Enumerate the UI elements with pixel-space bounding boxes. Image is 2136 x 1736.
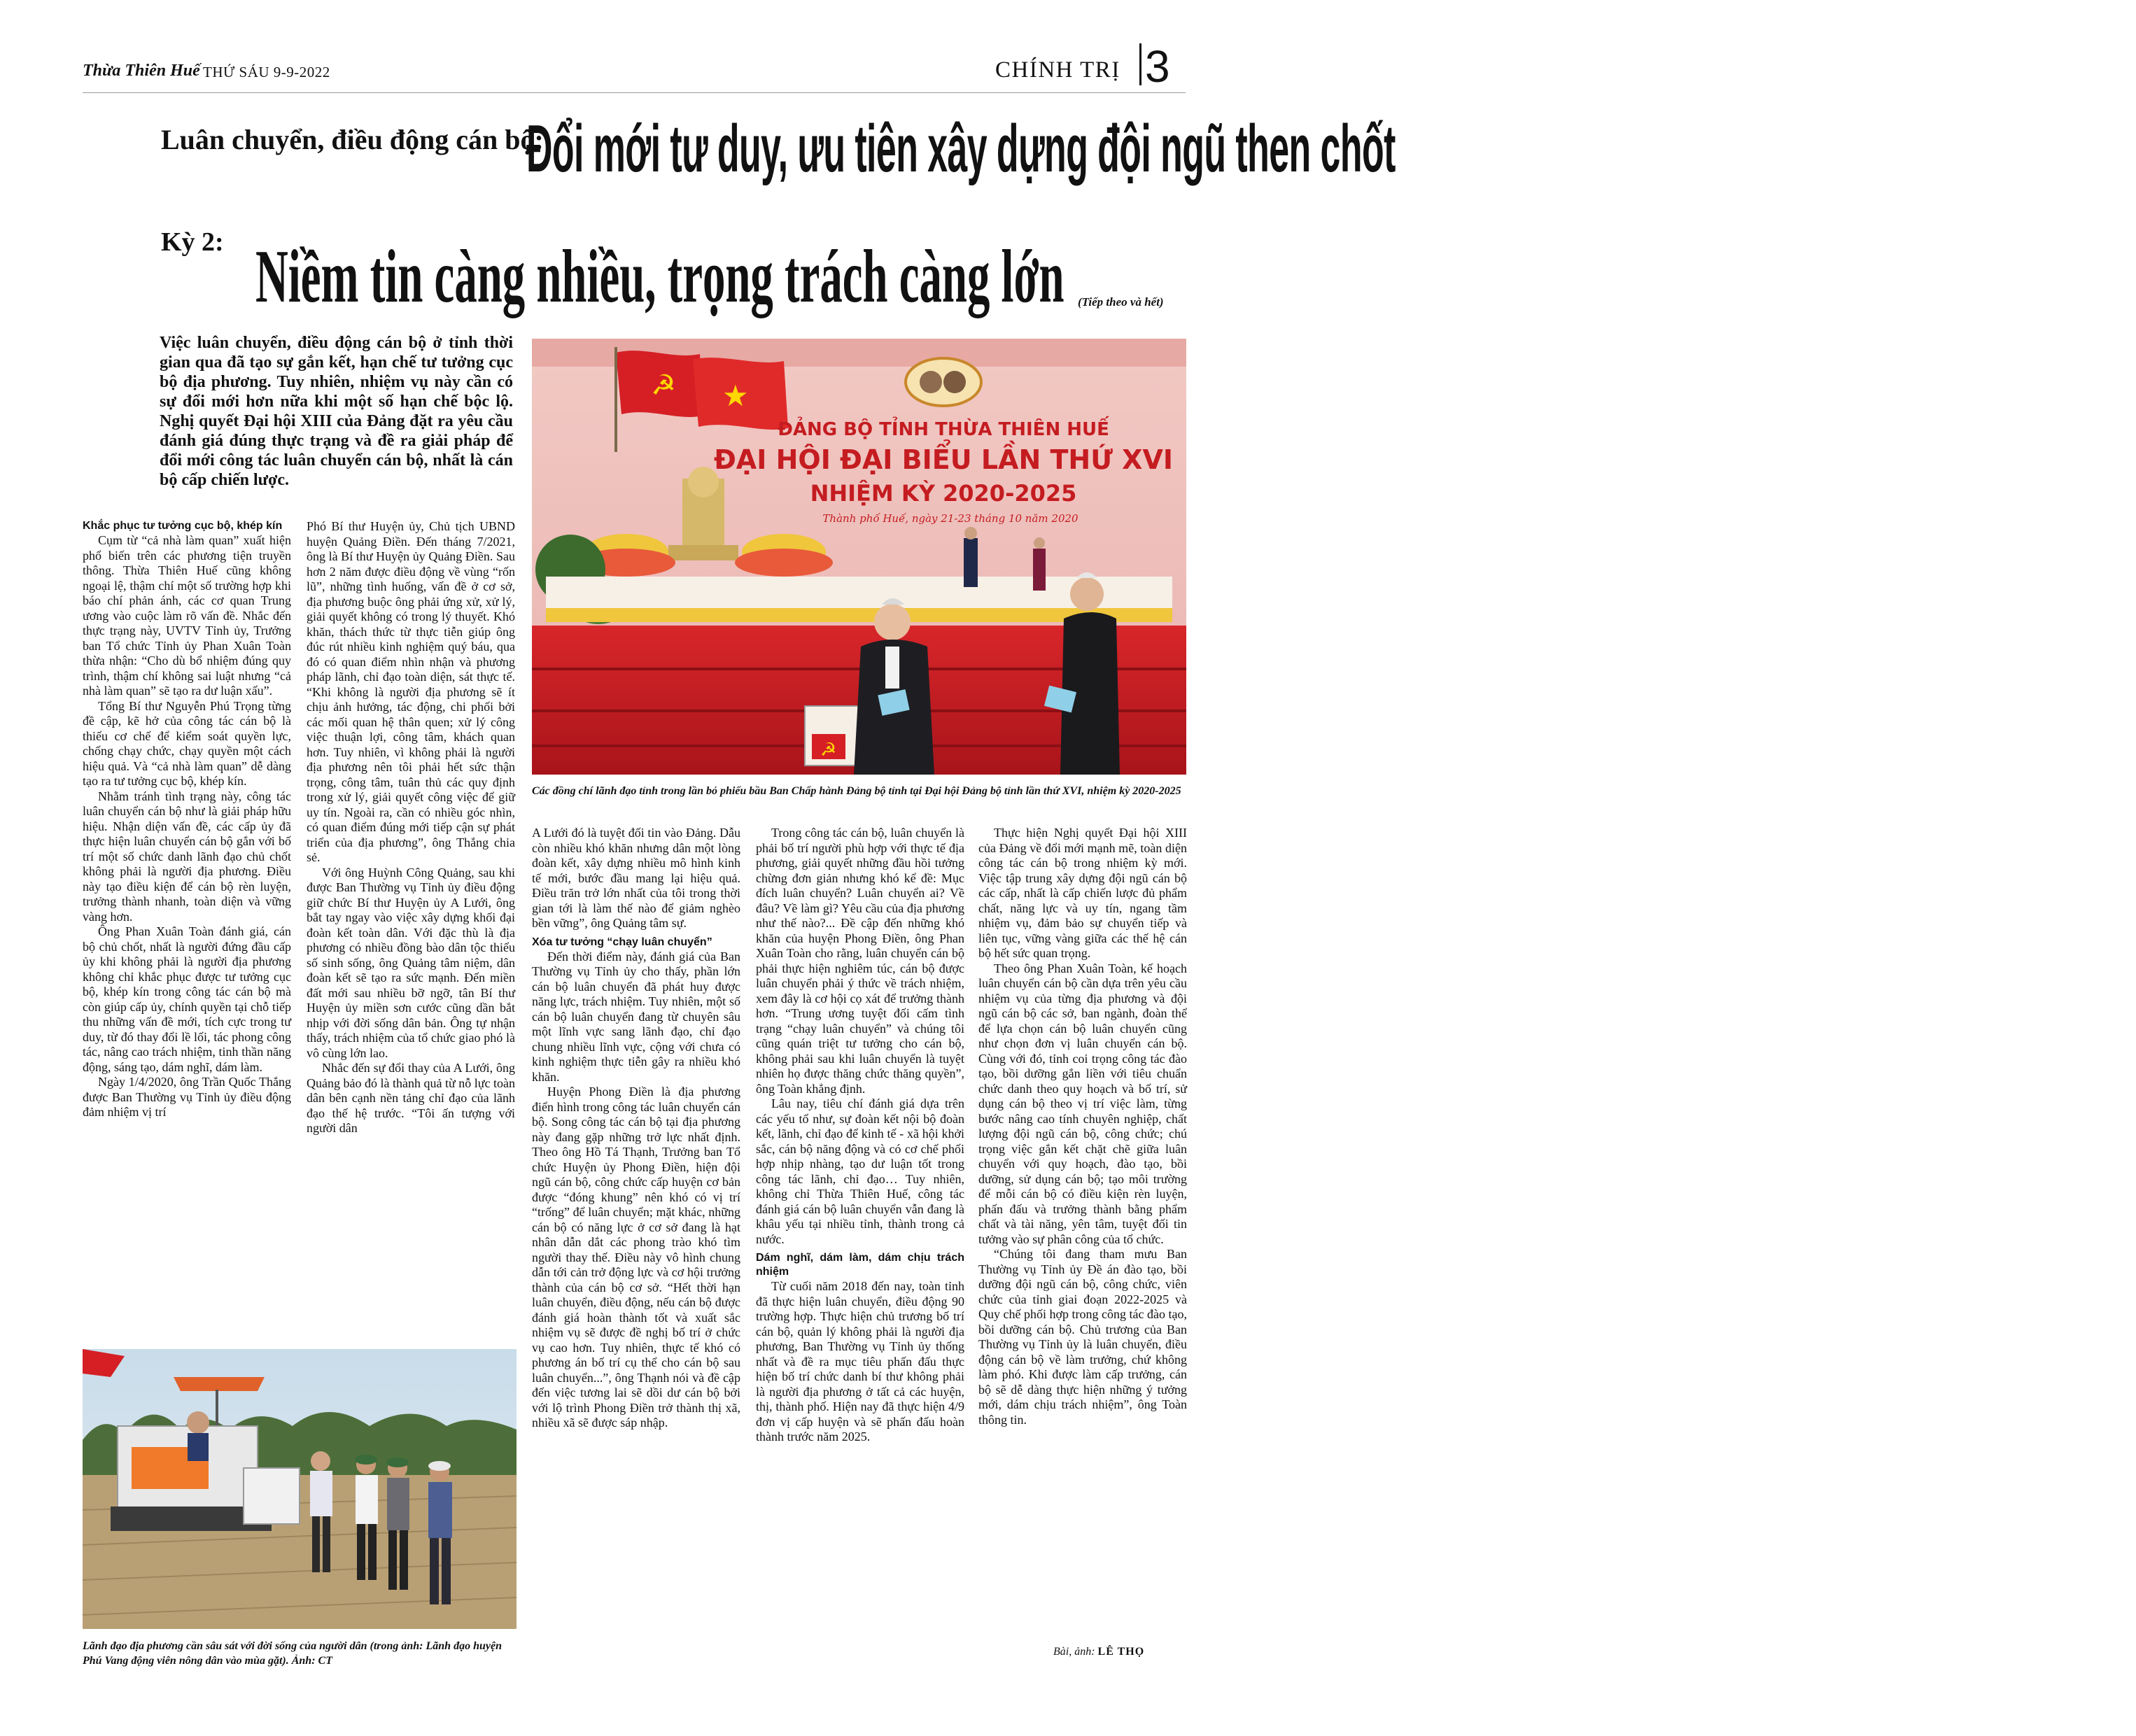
series-title [526, 111, 1396, 214]
paragraph: Phó Bí thư Huyện ủy, Chủ tịch UBND huyện Quảng Điền. Đến tháng 7/2021, ông là Bí thư Huyện ủy Quảng Điền. Sau hơn 2 năm được điều động về vùng “rốn lũ”, những tình huống, vấn đề ở cơ sở, địa phương buộc ông phải ứng xử, xử lý, giải quyết không có trong lý thuyết. Khó khăn, thách thức từ thực tiễn giúp ông đúc rút nhiều kinh nghiệm quý báu, qua đó có quan điểm nhìn nhận và phương pháp lãnh, chỉ đạo toàn diện, sát thực tế. “Khi không là người địa phương sẽ ít chịu ảnh hưởng, tác động, chi phối bởi các mối quan hệ thân quen; xử lý công việc thuận lợi, công tâm, khách quan hơn. Tuy nhiên, vì không phải là người địa phương nên tôi phải hết sức thận trọng, công tâm, tuân thủ các quy định trong xử lý, giải quyết công việc để giữ uy tín. Ngoài ra, cần có nhiều góc nhìn, có quan điểm đúng mới tiếp cận sự phát triển của địa phương”, ông Thắng chia sẻ. [307, 519, 515, 864]
column-2 [307, 519, 515, 1136]
paragraph: Nhằm tránh tình trạng này, công tác luân chuyển cán bộ như là giải pháp hữu hiệu. Nhận diện vấn đề, các cấp ủy đã thực hiện luân chuyển cán bộ gắn với bố trí một số chức danh lãnh đạo chủ chốt không phải là người địa phương. Điều này tạo điều kiện để cán bộ rèn luyện, trưởng thành nhanh, toàn diện và vững vàng hơn. [83, 789, 291, 924]
column-4 [756, 826, 964, 1445]
page-number: 3 [1145, 41, 1170, 92]
subheading-1: Khắc phục tư tưởng cục bộ, khép kín [83, 520, 283, 532]
header-divider [1139, 43, 1141, 85]
part-label: Kỳ 2: [161, 227, 224, 257]
continuation-note: (Tiếp theo và hết) [1078, 295, 1164, 309]
byline-label: Bài, ảnh: [1053, 1646, 1095, 1658]
banner-line1: ĐẢNG BỘ TỈNH THỪA THIÊN HUẾ [778, 419, 1109, 440]
paragraph: Theo ông Phan Xuân Toàn, kế hoạch luân chuyển cán bộ cần dựa trên yêu cầu nhiệm vụ của từng địa phương và đội ngũ cán bộ các sở, ban ngành, đoàn thể để lựa chọn cán bộ luân chuyển cũng như chọn đơn vị luân chuyển cán bộ. Cùng với đó, tỉnh coi trọng công tác đào tạo, bồi dưỡng gắn liền với tiêu chuẩn chức danh theo quy hoạch và bố trí, sử dụng cán bộ theo vị trí việc làm, từng bước nâng cao tính chuyên nghiệp, chất lượng đội ngũ cán bộ, công chức; chú trọng việc gắn kết chặt chẽ giữa luân chuyển với quy hoạch, đào tạo, bồi dưỡng, sử dụng cán bộ; tạo môi trường để mỗi cán bộ có điều kiện rèn luyện, phấn đấu và trưởng thành bằng phẩm chất và tài năng, yên tâm, tuyệt đối tin tưởng vào sự phân công của tổ chức. [978, 961, 1187, 1246]
paragraph: Ngày 1/4/2020, ông Trần Quốc Thắng được Ban Thường vụ Tỉnh ủy điều động đảm nhiệm vị trí [83, 1075, 291, 1119]
paragraph: “Chúng tôi đang tham mưu Ban Thường vụ Tỉnh ủy Đề án đào tạo, bồi dưỡng đội ngũ cán bộ, công chức, viên chức của tỉnh giai đoạn 2022-2025 và Quy chế phối hợp trong công tác đào tạo, bồi dưỡng cán bộ. Chủ trương của Ban Thường vụ Tỉnh ủy là luân chuyển, điều động cán bộ về làm trưởng, chứ không làm phó. Khi được làm cấp trưởng, cán bộ sẽ dễ dàng thực hiện những ý tưởng mới, dám chịu trách nhiệm”, ông Toàn thông tin. [978, 1247, 1187, 1427]
paragraph: Tổng Bí thư Nguyễn Phú Trọng từng đề cập, kẽ hở của công tác cán bộ là thiếu cơ chế để kiểm soát quyền lực, chống chạy chức, chạy quyền một cách hiệu quả. Và “cả nhà làm quan” dễ dàng tạo ra tư tưởng cục bộ, khép kín. [83, 698, 291, 788]
banner-line4: Thành phố Huế, ngày 21-23 tháng 10 năm 2020 [822, 512, 1078, 525]
national-flag-icon [693, 358, 788, 430]
photo2-caption: Lãnh đạo địa phương cần sâu sát với đời sống của người dân (trong ảnh: Lãnh đạo huyện Phú Vang động viên nông dân vào mùa gặt). Ảnh: CT [83, 1640, 502, 1667]
leaders-emblem-icon [906, 358, 981, 406]
issue-date: THỨ SÁU 9-9-2022 [203, 64, 330, 80]
byline [1053, 1646, 1144, 1658]
paragraph: Lâu nay, tiêu chí đánh giá dựa trên các yếu tố như, sự đoàn kết nội bộ đoàn kết, lãnh, chỉ đạo để kinh tế - xã hội khởi sắc, cán bộ năng động và có cơ chế phối hợp nhịp nhàng, tạo dư luận tốt trong công tác lãnh, chỉ đạo… Tuy nhiên, không chỉ Thừa Thiên Huế, công tác đánh giá cán bộ luân chuyển vẫn đang là khâu yếu tại nhiều tỉnh, thành trong cả nước. [756, 1096, 964, 1246]
party-flag-icon [616, 351, 704, 417]
article-title [255, 234, 1065, 318]
column-5 [978, 826, 1187, 1427]
series-title-text: Đổi mới tư duy, ưu tiên xây dựng đội ngũ then chốt [526, 111, 1396, 186]
banner-line2: ĐẠI HỘI ĐẠI BIỂU LẦN THỨ XVI [713, 444, 1174, 475]
svg-text:☭: ☭ [651, 369, 676, 402]
svg-text:☭: ☭ [820, 740, 837, 761]
paragraph: Từ cuối năm 2018 đến nay, toàn tỉnh đã thực hiện luân chuyển, điều động 90 trường hợp. Thực hiện chủ trương bố trí cán bộ, quản lý không phải là người địa phương, Ban Thường vụ Tỉnh ủy thống nhất và đề ra mục tiêu phấn đấu thực hiện bố trí chức danh bí thư không phải là người địa phương ở tất cả các huyện, thị, thành phố. Hiện nay đã thực hiện 4/9 đơn vị cấp huyện và sẽ phấn đấu hoàn thành trước năm 2025. [756, 1279, 964, 1444]
byline-author: LÊ THỌ [1097, 1646, 1145, 1658]
paragraph: A Lưới đó là tuyệt đối tin vào Đảng. Dẫu còn nhiều khó khăn nhưng dân một lòng đoàn kết, xây dựng nhiều mô hình kinh tế mới, bước đầu mang lại hiệu quả. Điều trăn trở lớn nhất của tôi trong thời gian tới là làm thế nào để giảm nghèo bền vững”, ông Quảng tâm sự. [532, 826, 740, 930]
paragraph: Cụm từ “cả nhà làm quan” xuất hiện phổ biến trên các phương tiện truyền thông. Thừa Thiên Huế cũng không ngoại lệ, thậm chí một số trường hợp khi báo chí phản ánh, các cơ quan Trung ương vào cuộc làm rõ vấn đề. Nhắc đến thực trạng này, UVTV Tỉnh ủy, Trưởng ban Tổ chức Tỉnh ủy Phan Xuân Toàn thừa nhận: “Cho dù bổ nhiệm đúng quy trình, thậm chí không sai luật nhưng “cả nhà làm quan” sẽ tạo ra dư luận xấu”. [83, 533, 291, 698]
congress-photo [532, 339, 1186, 775]
photo1-caption: Các đồng chí lãnh đạo tỉnh trong lần bỏ phiếu bầu Ban Chấp hành Đảng bộ tỉnh tại Đại hội Đảng bộ tỉnh lần thứ XVI, nhiệm kỳ 2020-2025 [532, 785, 1181, 797]
paragraph: Thực hiện Nghị quyết Đại hội XIII của Đảng về đổi mới mạnh mẽ, toàn diện công tác cán bộ trong nhiệm kỳ mới. Việc tập trung xây dựng đội ngũ cán bộ các cấp, nhất là cấp chiến lược đủ phẩm chất, năng lực và uy tín, ngang tầm nhiệm vụ, đảm bảo sự chuyển tiếp và liên tục, vững vàng giữa các thế hệ cán bộ hết sức quan trọng. [978, 826, 1187, 960]
harvest-photo [83, 1349, 517, 1629]
column-1 [83, 519, 291, 1120]
paragraph: Trong công tác cán bộ, luân chuyển là phải bố trí người phù hợp với thực tế địa phương, giải quyết những đầu hồi tưởng chừng đơn giản nhưng khó kể đề: Mục đích luân chuyển? Luân chuyển ai? Về đâu? Về làm gì? Yêu cầu của địa phương như thế nào?... Đề cập đến những khó khăn của huyện Phong Điền, ông Phan Xuân Toàn cho rằng, luân chuyển cán bộ phải thực hiện nghiêm túc, cán bộ được luân chuyển phải ý thức về trách nhiệm, xem đây là cơ hội cọ xát để trưởng thành hơn. “Trung ương tuyệt đối cấm tình trạng “chạy luân chuyển” và chúng tôi cũng quán triệt tư tưởng cho cán bộ, không phải sau khi luân chuyển là tuyệt nhiên họ được thăng chức thăng quyền”, ông Toàn khẳng định. [756, 826, 964, 1096]
subheading-2: Xóa tư tưởng “chạy luân chuyển” [532, 936, 712, 948]
article-kicker: Luân chuyển, điều động cán bộ: [161, 124, 544, 155]
article-lead: Việc luân chuyển, điều động cán bộ ở tỉnh thời gian qua đã tạo sự gắn kết, hạn chế tư tưởng cục bộ địa phương. Tuy nhiên, nhiệm vụ này cần có sự đổi mới hơn nữa khi một số hạn chế bộc lộ. Nghị quyết Đại hội XIII của Đảng đặt ra yêu cầu đánh giá đúng thực trạng và đề ra giải pháp để đổi mới công tác luân chuyển cán bộ, nhất là cán bộ cấp chiến lược. [160, 334, 513, 489]
header-rule [83, 92, 1186, 93]
paragraph: Nhắc đến sự đổi thay của A Lưới, ông Quảng bảo đó là thành quả từ nỗ lực toàn dân bên cạnh nền tảng chỉ đạo của lãnh đạo thế hệ trước. “Tôi ấn tượng với người dân [307, 1061, 515, 1135]
column-3 [532, 826, 740, 1431]
article-title-text: Niềm tin càng nhiều, trọng trách càng lớn [255, 235, 1065, 318]
svg-text:★: ★ [722, 379, 749, 413]
paragraph: Đến thời điểm này, đánh giá của Ban Thường vụ Tỉnh ủy cho thấy, phần lớn cán bộ luân chuyển đã phát huy được năng lực, trách nhiệm. Tuy nhiên, một số cán bộ luân chuyển đang từ chuyên sâu một lĩnh vực sang lãnh đạo, chỉ đạo chung nhiều lĩnh vực, cộng với chưa có kinh nghiệm thực tiễn gây ra nhiều khó khăn. [532, 949, 740, 1084]
section-name: CHÍNH TRỊ [995, 57, 1120, 83]
newspaper-brand: Thừa Thiên Huế [83, 62, 200, 80]
paragraph: Với ông Huỳnh Công Quảng, sau khi được Ban Thường vụ Tỉnh ủy điều động giữ chức Bí thư Huyện ủy A Lưới, ông bắt tay ngay vào việc xây dựng khối đại đoàn kết toàn dân. Với đặc thù là địa phương có nhiều đồng bào dân tộc thiểu số sinh sống, ông Quảng tâm niệm, dân đoàn kết sẽ tạo ra sức mạnh. Đến miền đất mới sau nhiều bỡ ngỡ, tân Bí thư Huyện ủy miền sơn cước cũng dần bắt nhịp với đời sống dân bản. Ông tự nhận thấy, trách nhiệm của tổ chức giao phó là vô cùng lớn lao. [307, 865, 515, 1060]
subheading-3: Dám nghĩ, dám làm, dám chịu trách nhiệm [756, 1252, 964, 1278]
banner-line3: NHIỆM KỲ 2020-2025 [810, 480, 1077, 507]
paragraph: Ông Phan Xuân Toàn đánh giá, cán bộ chủ chốt, nhất là người đứng đầu cấp ủy khi không phải là người địa phương không chỉ khắc phục được tư tưởng cục bộ, khép kín trong công tác cán bộ mà còn giúp cấp ủy, chính quyền tại chỗ tiếp thu những vấn đề mới, tích cực trong tư duy, từ đó thay đổi lề lối, tác phong công tác, nâng cao trách nhiệm, tinh thần năng động, sáng tạo, dám nghĩ, dám làm. [83, 924, 291, 1074]
paragraph: Huyện Phong Điền là địa phương điển hình trong công tác luân chuyển cán bộ. Song công tác cán bộ tại địa phương này đang gặp những trở lực nhất định. Theo ông Hồ Tá Thạnh, Trưởng ban Tổ chức Huyện ủy Phong Điền, hiện đội ngũ cán bộ, công chức cấp huyện cơ bản được “đóng khung” nên khó có vị trí “trống” để luân chuyển; mặt khác, những cán bộ có năng lực ở cơ sở đang là hạt nhân dẫn dắt các phong trào khó tìm người thay thế. Điều này vô hình chung dẫn tới cản trở động lực và cơ hội trưởng thành của cán bộ cơ sở. “Hết thời hạn luân chuyển, điều động, nếu cán bộ được đánh giá hoàn thành tốt và xuất sắc nhiệm vụ sẽ được đề nghị bố trí ở chức vụ cao hơn. Tuy nhiên, thực tế khó có phương án bố trí cụ thể cho cán bộ sau luân chuyển...”, ông Thạnh nói và đề cập đến việc tương lai sẽ dồi dư cán bộ bởi với lộ trình Phong Điền trở thành thị xã, nhiều xã sẽ được sáp nhập. [532, 1085, 740, 1430]
